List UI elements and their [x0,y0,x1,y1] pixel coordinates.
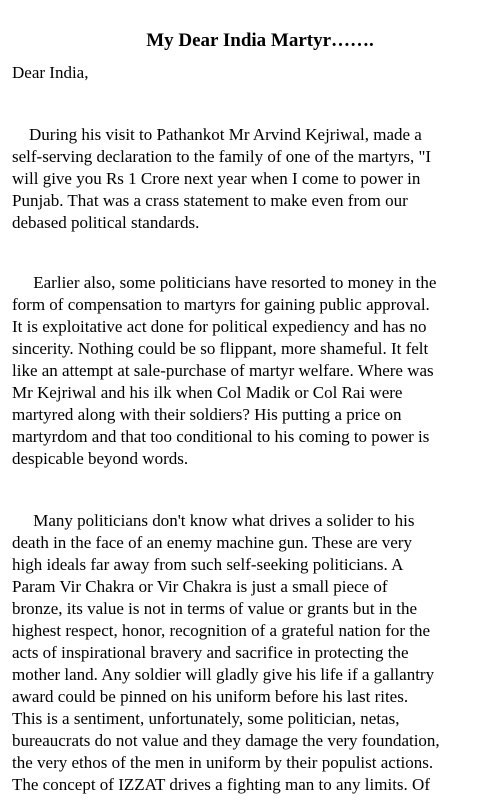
paragraph-line: martyrdom and that too conditional to his coming to power is [12,427,430,446]
paragraph-line: Mr Kejriwal and his ilk when Col Madik or Col Rai were [12,383,403,402]
paragraph-1 [12,124,504,234]
paragraph-line: death in the face of an enemy machine gun. These are very [12,533,412,552]
paragraph-line: Earlier also, some politicians have resorted to money in the [12,273,437,292]
paragraph-line: Many politicians don't know what drives a solider to his [12,511,415,530]
paragraph-line: form of compensation to martyrs for gaining public approval. [12,295,430,314]
paragraph-line: bureaucrats do not value and they damage the very foundation, [12,731,440,750]
paragraph-line: During his visit to Pathankot Mr Arvind Kejriwal, made a [12,125,422,144]
paragraph-line: the very ethos of the men in uniform by their populist actions. [12,753,434,772]
paragraph-line: martyred along with their soldiers? His putting a price on [12,405,402,424]
paragraph-line: This is a sentiment, unfortunately, some politician, netas, [12,709,400,728]
paragraph-3 [12,510,504,796]
paragraph-line: highest respect, honor, recognition of a grateful nation for the [12,621,431,640]
paragraph-line: debased political standards. [12,213,200,232]
paragraph-line: acts of inspirational bravery and sacrifice in protecting the [12,643,409,662]
paragraph-line: The concept of IZZAT drives a fighting man to any limits. Of [12,775,430,794]
paragraph-line: Param Vir Chakra or Vir Chakra is just a small piece of [12,577,388,596]
paragraph-line: It is exploitative act done for political expediency and has no [12,317,427,336]
paragraph-line: will give you Rs 1 Crore next year when I come to power in [12,169,421,188]
paragraph-line: award could be pinned on his uniform before his last rites. [12,687,409,706]
paragraph-line: despicable beyond words. [12,449,189,468]
paragraph-line: self-serving declaration to the family of one of the martyrs, "I [12,147,432,166]
paragraph-line: mother land. Any soldier will gladly give his life if a gallantry [12,665,435,684]
paragraph-line: sincerity. Nothing could be so flippant, more shameful. It felt [12,339,429,358]
paragraph-line: bronze, its value is not in terms of value or grants but in the [12,599,418,618]
paragraph-line: high ideals far away from such self-seeking politicians. A [12,555,404,574]
paragraph-line: like an attempt at sale-purchase of martyr welfare. Where was [12,361,434,380]
salutation: Dear India, [12,63,89,82]
paragraph-line: Punjab. That was a crass statement to make even from our [12,191,408,210]
paragraph-2 [12,272,504,470]
document-title: My Dear India Martyr……. [146,30,374,51]
